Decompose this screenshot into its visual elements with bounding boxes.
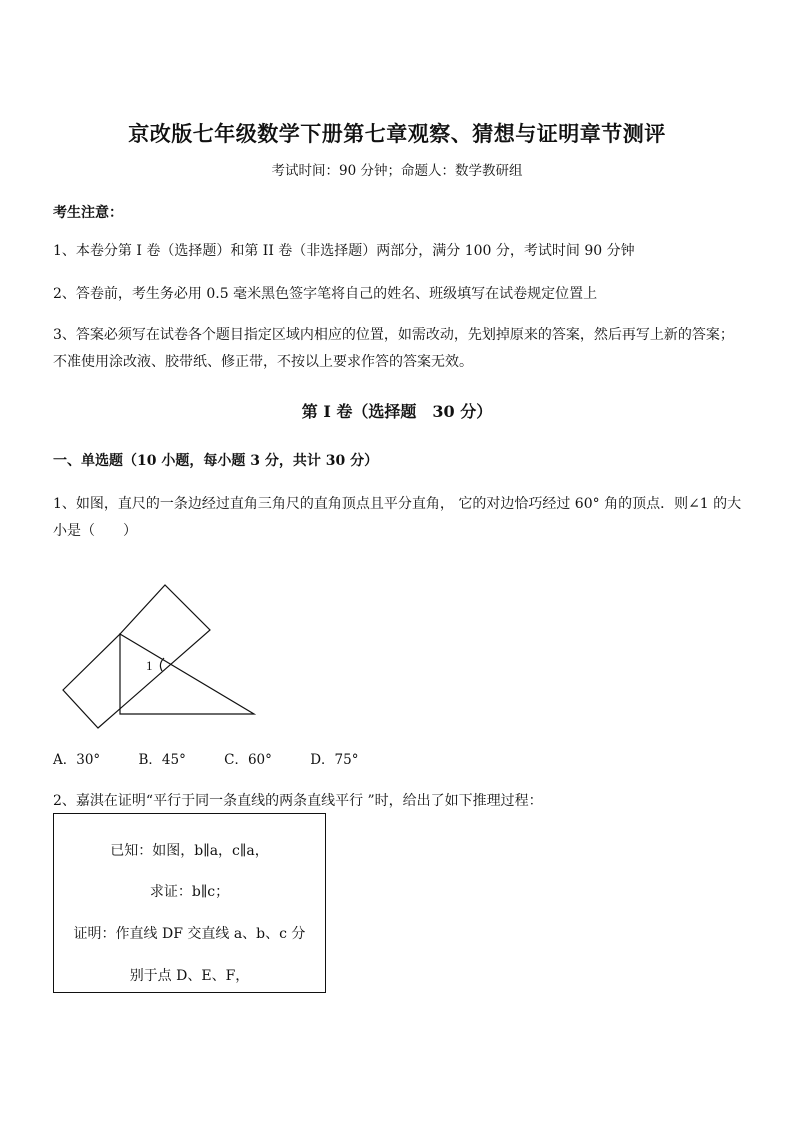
- question-2-text: 2、嘉淇在证明“平行于同一条直线的两条直线平行 ”时，给出了如下推理过程：: [53, 793, 543, 809]
- ruler-shape: [63, 585, 210, 728]
- notice-heading: 考生注意：: [53, 205, 123, 221]
- part-heading: 一、单选题（10 小题，每小题 3 分，共计 30 分）: [53, 453, 379, 469]
- proof-box: [53, 813, 326, 993]
- option-d[interactable]: D．75°: [310, 752, 359, 768]
- triangle-shape: [120, 634, 254, 714]
- question-1-text: 1、如图，直尺的一条边经过直角三角尺的直角顶点且平分直角， 它的对边恰巧经过 60° 角的顶点．则∠1 的大小是（ ）: [53, 496, 742, 539]
- option-b[interactable]: B．45°: [138, 752, 186, 768]
- notice-item-2: 2、答卷前，考生务必用 0.5 毫米黑色签字笔将自己的姓名、班级填写在试卷规定位置上: [53, 286, 598, 302]
- proof-step-2: 别于点 D、E、F，: [129, 968, 250, 984]
- proof-step-1: 证明：作直线 DF 交直线 a、b、c 分: [73, 926, 306, 942]
- proof-goal: 求证：b∥c；: [149, 884, 230, 900]
- exam-info: 考试时间：90 分钟；命题人：数学教研组: [271, 163, 523, 179]
- proof-given: 已知：如图，b∥a，c∥a，: [110, 843, 269, 859]
- page-title: 京改版七年级数学下册第七章观察、猜想与证明章节测评: [128, 121, 666, 146]
- question-1-figure: [58, 578, 268, 738]
- notice-item-3: 3、答案必须写在试卷各个题目指定区域内相应的位置，如需改动，先划掉原来的答案，然后再写上新的答案；不准使用涂改液、胶带纸、修正带，不按以上要求作答的答案无效。: [53, 327, 734, 370]
- option-c[interactable]: C．60°: [224, 752, 272, 768]
- question-1-options: [53, 748, 392, 768]
- notice-item-1: 1、本卷分第 I 卷（选择题）和第 II 卷（非选择题）两部分，满分 100 分，考试时间 90 分钟: [53, 243, 635, 259]
- section-title: 第 I 卷（选择题 30 分）: [301, 402, 493, 421]
- angle-1-label: 1: [146, 658, 153, 673]
- option-a[interactable]: A．30°: [53, 752, 101, 768]
